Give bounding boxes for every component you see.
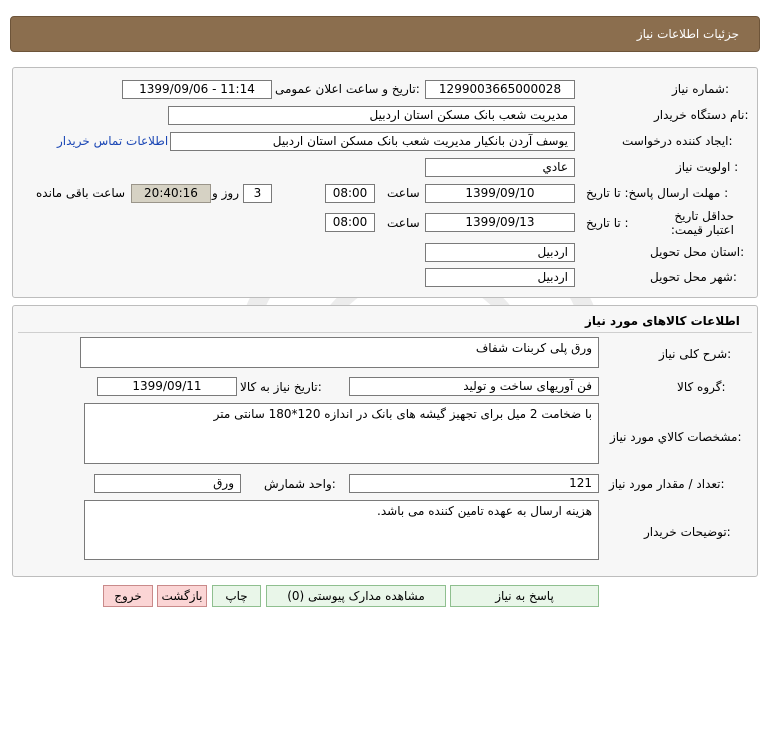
deadline-time-label: ساعت bbox=[387, 186, 420, 200]
quantity-field: 121 bbox=[349, 474, 599, 493]
validity-time-label: ساعت bbox=[387, 216, 420, 230]
goods-section-title: اطلاعات کالاهای مورد نیاز bbox=[585, 314, 740, 328]
province-label: استان محل تحویل: bbox=[650, 245, 745, 259]
remaining-label: ساعت باقی مانده bbox=[36, 186, 126, 200]
need-number-label: شماره نیاز: bbox=[672, 82, 730, 96]
priority-label: اولویت نیاز : bbox=[676, 160, 739, 174]
announce-datetime-label: تاریخ و ساعت اعلان عمومی: bbox=[275, 82, 420, 96]
remaining-days-field: 3 bbox=[243, 184, 272, 203]
goods-section-divider bbox=[18, 332, 752, 333]
unit-field: ورق bbox=[94, 474, 241, 493]
page-title: جزئیات اطلاعات نیاز bbox=[636, 27, 739, 41]
buyer-notes-field: هزینه ارسال به عهده تامین کننده می باشد. bbox=[84, 500, 599, 560]
back-button[interactable]: بازگشت bbox=[157, 585, 207, 607]
page-header bbox=[10, 16, 760, 52]
province-field: اردبیل bbox=[425, 243, 575, 262]
general-desc-field: ورق پلی کربنات شفاف bbox=[80, 337, 599, 368]
need-number-field: 1299003665000028 bbox=[425, 80, 575, 99]
deadline-label: مهلت ارسال پاسخ: تا تاریخ : bbox=[586, 186, 729, 200]
exit-button[interactable]: خروج bbox=[103, 585, 153, 607]
validity-to-label: تا تاریخ : bbox=[586, 216, 629, 230]
need-date-field: 1399/09/11 bbox=[97, 377, 237, 396]
goods-group-label: گروه کالا: bbox=[677, 380, 726, 394]
need-info-panel bbox=[12, 67, 758, 298]
deadline-time-field: 08:00 bbox=[325, 184, 375, 203]
validity-label: حداقل تاریخ اعتبار قیمت: bbox=[670, 209, 734, 237]
buyer-org-field: مدیریت شعب بانک مسکن استان اردبیل bbox=[168, 106, 575, 125]
deadline-date-field: 1399/09/10 bbox=[425, 184, 575, 203]
goods-spec-field: با ضخامت 2 میل برای تجهیز گیشه های بانک در اندازه 120*180 سانتی متر bbox=[84, 403, 599, 464]
print-button[interactable]: چاپ bbox=[212, 585, 261, 607]
quantity-label: تعداد / مقدار مورد نیاز: bbox=[609, 477, 725, 491]
goods-group-field: فن آوریهای ساخت و تولید bbox=[349, 377, 599, 396]
requester-field: یوسف آردن بانکیار مدیریت شعب بانک مسکن استان اردبیل bbox=[170, 132, 575, 151]
announce-datetime-field: 1399/09/06 - 11:14 bbox=[122, 80, 272, 99]
general-desc-label: شرح کلی نیاز: bbox=[659, 347, 732, 361]
goods-spec-label: مشخصات کالاي مورد نياز: bbox=[610, 430, 742, 444]
unit-label: واحد شمارش: bbox=[264, 477, 336, 491]
city-label: شهر محل تحویل: bbox=[650, 270, 737, 284]
buyer-org-label: نام دستگاه خریدار: bbox=[654, 108, 749, 122]
validity-time-field: 08:00 bbox=[325, 213, 375, 232]
remaining-time-field: 20:40:16 bbox=[131, 184, 211, 203]
requester-label: ایجاد کننده درخواست: bbox=[622, 134, 733, 148]
view-attachments-button[interactable]: مشاهده مدارک پیوستی (0) bbox=[266, 585, 446, 607]
validity-date-field: 1399/09/13 bbox=[425, 213, 575, 232]
buyer-notes-label: توضیحات خریدار: bbox=[644, 525, 731, 539]
priority-field: عادي bbox=[425, 158, 575, 177]
days-label: روز و bbox=[212, 186, 239, 200]
buyer-contact-link[interactable]: اطلاعات تماس خریدار bbox=[57, 134, 169, 148]
city-field: اردبیل bbox=[425, 268, 575, 287]
reply-to-need-button[interactable]: پاسخ به نیاز bbox=[450, 585, 599, 607]
need-date-label: تاریخ نیاز به کالا: bbox=[240, 380, 322, 394]
